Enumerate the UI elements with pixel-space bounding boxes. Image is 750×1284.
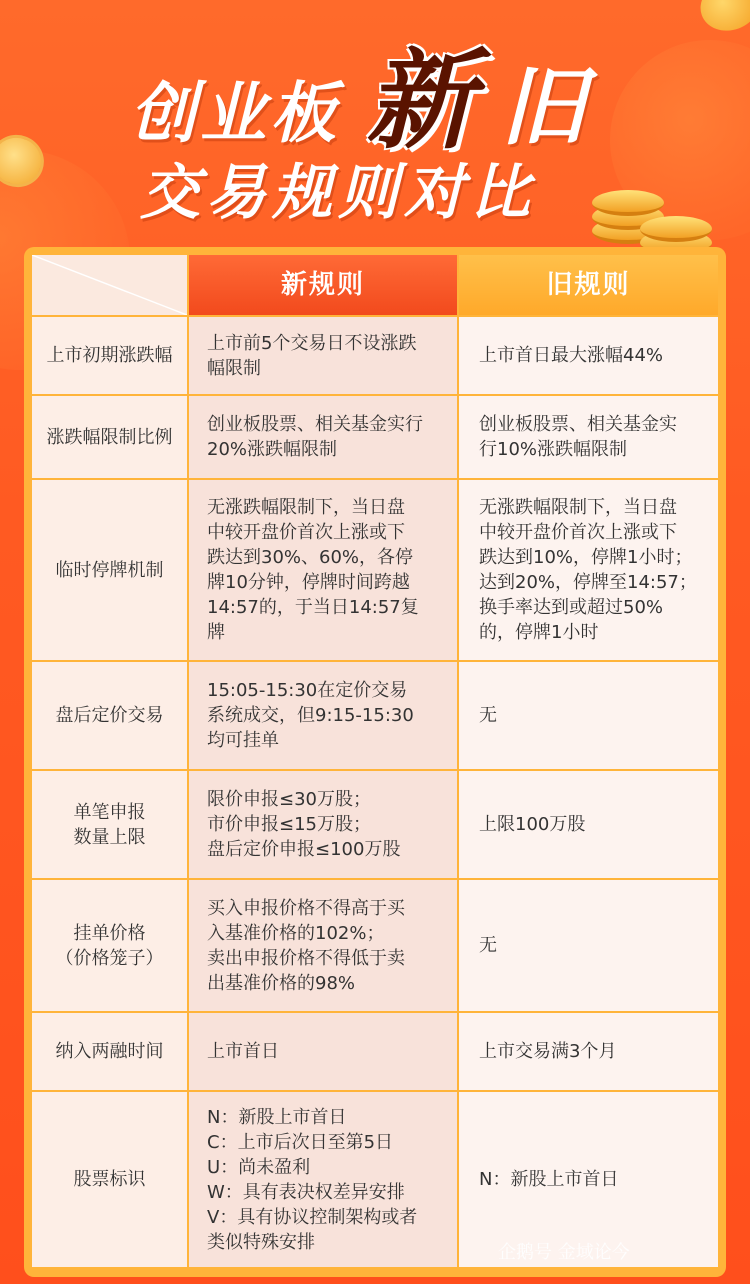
row-item-label: 上市初期涨跌幅 (46, 345, 173, 366)
old-rule-cell: 上限100万股 (479, 814, 586, 835)
table-row (32, 480, 718, 662)
table-row (32, 880, 718, 1013)
new-rule-cell: 买入申报价格不得高于买 入基准价格的102%； 卖出申报价格不得低于卖 出基准价格的98% (207, 897, 405, 994)
new-rule-cell: N：新股上市首日 C：上市后次日至第5日 U：尚未盈利 W：具有表决权差异安排 V：具有协议控制架构或者 类似特殊安排 (207, 1106, 418, 1253)
watermark: 企鹅号 金域论今 (498, 1242, 630, 1263)
new-rule-cell: 上市首日 (207, 1041, 279, 1062)
diagonal-line (32, 255, 187, 315)
header-old-rules: 旧规则 (459, 255, 718, 317)
old-rule-cell: N：新股上市首日 (479, 1169, 619, 1190)
new-rule-cell: 无涨跌幅限制下，当日盘 中较开盘价首次上涨或下 跌达到30%、60%，各停 牌10分钟，停牌时间跨越 14:57的，于当日14:57复 牌 (207, 497, 419, 643)
row-item-label: 盘后定价交易 (55, 705, 164, 726)
row-item-label: 纳入两融时间 (55, 1041, 164, 1062)
table-row (32, 1013, 718, 1092)
new-rule-cell: 创业板股票、相关基金实行 20%涨跌幅限制 (207, 414, 423, 460)
title-new: 新 (366, 39, 475, 164)
row-item-label: 单笔申报 数量上限 (73, 801, 146, 848)
old-rule-cell: 上市交易满3个月 (479, 1041, 617, 1062)
title-old: 旧 (500, 58, 586, 158)
comparison-table (32, 255, 718, 1267)
old-rule-cell: 创业板股票、相关基金实 行10%涨跌幅限制 (479, 414, 677, 460)
title-line2: 交易规则对比 (140, 158, 536, 228)
row-item-label: 涨跌幅限制比例 (46, 426, 173, 448)
title-part1: 创业板 (130, 75, 340, 152)
table-header-row (32, 255, 718, 317)
new-rule-cell: 限价申报≤30万股； 市价申报≤15万股； 盘后定价申报≤100万股 (207, 789, 401, 860)
header-corner (32, 255, 189, 317)
table-row (32, 662, 718, 771)
row-item-label: 挂单价格 （价格笼子） (55, 922, 164, 969)
table-row (32, 771, 718, 880)
old-rule-cell: 无 (479, 935, 497, 956)
table-row (32, 317, 718, 396)
coin-icon (592, 190, 664, 216)
comparison-card (24, 247, 726, 1277)
old-rule-cell: 上市首日最大涨幅44% (479, 345, 664, 366)
row-item-label: 股票标识 (73, 1169, 146, 1190)
new-rule-cell: 上市前5个交易日不设涨跌 幅限制 (207, 332, 417, 379)
header-new-rules: 新规则 (189, 255, 459, 317)
old-rule-cell: 无涨跌幅限制下，当日盘 中较开盘价首次上涨或下 跌达到10%，停牌1小时； 达到20%，停牌至14:57； 换手率达到或超过50% 的，停牌1小时 (479, 497, 697, 643)
table-row (32, 396, 718, 480)
row-item-label: 临时停牌机制 (55, 559, 164, 581)
old-rule-cell: 无 (479, 705, 497, 726)
new-rule-cell: 15:05-15:30在定价交易 系统成交，但9:15-15:30 均可挂单 (207, 680, 414, 751)
coin-icon (640, 216, 712, 242)
